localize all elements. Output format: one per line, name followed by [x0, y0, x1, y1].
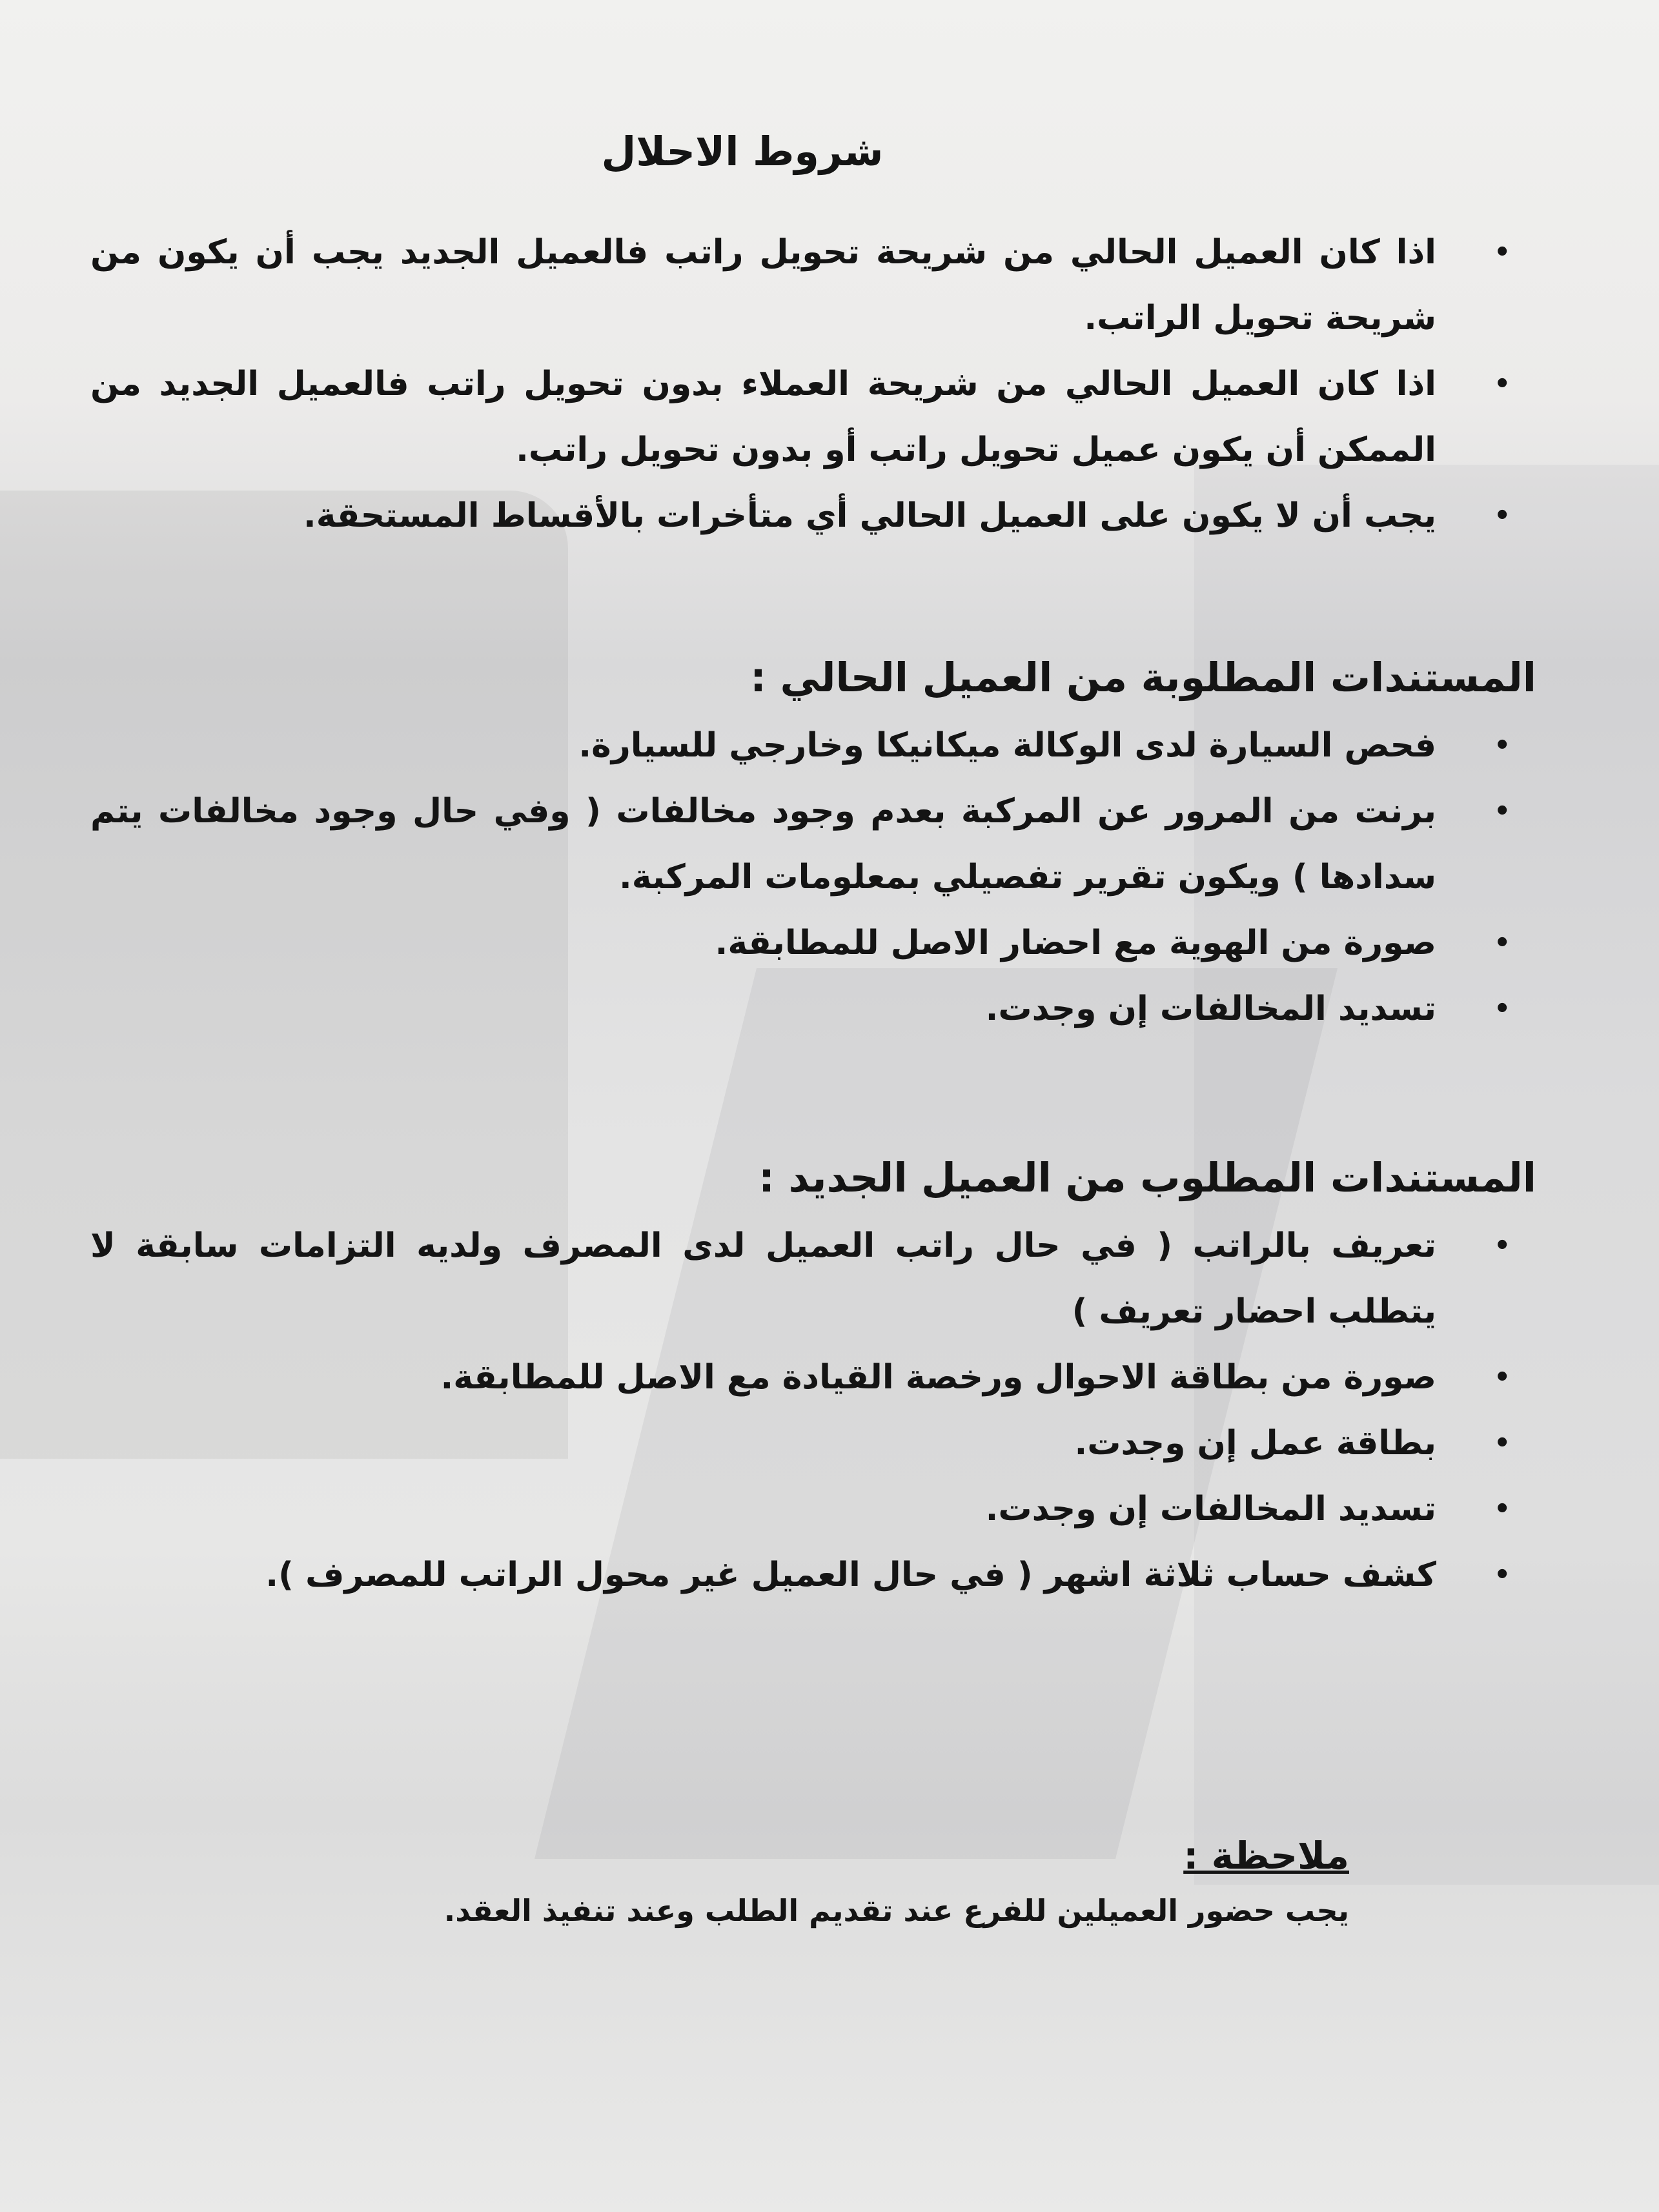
- condition-item: [90, 219, 1536, 351]
- current-client-doc-item: [90, 778, 1536, 910]
- doc-text: تعريف بالراتب ( في حال راتب العميل لدى المصرف ولديه التزامات سابقة لا يتطلب احضار تعريف ): [90, 1226, 1436, 1331]
- conditions-section: [90, 219, 1536, 549]
- bullet-icon: •: [1494, 1363, 1511, 1392]
- condition-text: اذا كان العميل الحالي من شريحة تحويل راتب فالعميل الجديد يجب أن يكون من شريحة تحويل الراتب.: [90, 233, 1436, 338]
- current-client-doc-item: [90, 910, 1536, 976]
- bullet-icon: •: [1494, 1560, 1511, 1590]
- doc-text: فحص السيارة لدى الوكالة ميكانيكا وخارجي للسيارة.: [578, 726, 1436, 765]
- doc-text: صورة من بطاقة الاحوال ورخصة القيادة مع الاصل للمطابقة.: [440, 1358, 1436, 1397]
- doc-text: تسديد المخالفات إن وجدت.: [985, 989, 1436, 1028]
- condition-text: اذا كان العميل الحالي من شريحة العملاء بدون تحويل راتب فالعميل الجديد من الممكن أن يكون عميل تحويل راتب أو بدون تحويل راتب.: [90, 365, 1436, 469]
- new-client-doc-item: [90, 1476, 1536, 1542]
- new-client-doc-item: [90, 1542, 1536, 1608]
- bullet-icon: •: [1494, 928, 1511, 958]
- current-client-doc-item: [90, 976, 1536, 1042]
- new-client-doc-item: [90, 1213, 1536, 1344]
- bullet-icon: •: [1494, 1231, 1511, 1261]
- conditions-list: [90, 219, 1536, 549]
- bullet-icon: •: [1494, 1428, 1511, 1458]
- doc-text: كشف حساب ثلاثة اشهر ( في حال العميل غير محول الراتب للمصرف ).: [265, 1556, 1436, 1594]
- condition-text: يجب أن لا يكون على العميل الحالي أي متأخرات بالأقساط المستحقة.: [303, 496, 1436, 535]
- condition-item: [90, 351, 1536, 483]
- bullet-icon: •: [1494, 797, 1511, 826]
- doc-text: صورة من الهوية مع احضار الاصل للمطابقة.: [715, 924, 1436, 962]
- note-text: يجب حضور العميلين للفرع عند تقديم الطلب وعند تنفيذ العقد.: [443, 1893, 1349, 1928]
- current-client-docs-section: [90, 645, 1536, 1042]
- new-client-doc-item: [90, 1410, 1536, 1476]
- current-client-docs-heading: المستندات المطلوبة من العميل الحالي :: [750, 654, 1536, 701]
- new-client-doc-item: [90, 1344, 1536, 1410]
- new-client-docs-list: [90, 1213, 1536, 1608]
- doc-text: تسديد المخالفات إن وجدت.: [985, 1490, 1436, 1528]
- new-client-docs-heading: المستندات المطلوب من العميل الجديد :: [758, 1154, 1536, 1201]
- bullet-icon: •: [1494, 731, 1511, 760]
- current-client-docs-list: [90, 713, 1536, 1042]
- doc-text: بطاقة عمل إن وجدت.: [1074, 1424, 1436, 1463]
- bullet-icon: •: [1494, 238, 1511, 267]
- current-client-doc-item: [90, 713, 1536, 778]
- new-client-docs-section: [90, 1146, 1536, 1608]
- bullet-icon: •: [1494, 994, 1511, 1024]
- doc-text: برنت من المرور عن المركبة بعدم وجود مخالفات ( وفي حال وجود مخالفات يتم سدادها ) ويكون تقرير تفصيلي بمعلومات المركبة.: [90, 792, 1436, 897]
- note-label: ملاحظة :: [1183, 1834, 1349, 1878]
- bullet-icon: •: [1494, 1494, 1511, 1524]
- document-title: شروط الاحلال: [601, 128, 884, 175]
- condition-item: [90, 483, 1536, 549]
- bullet-icon: •: [1494, 369, 1511, 399]
- bullet-icon: •: [1494, 501, 1511, 531]
